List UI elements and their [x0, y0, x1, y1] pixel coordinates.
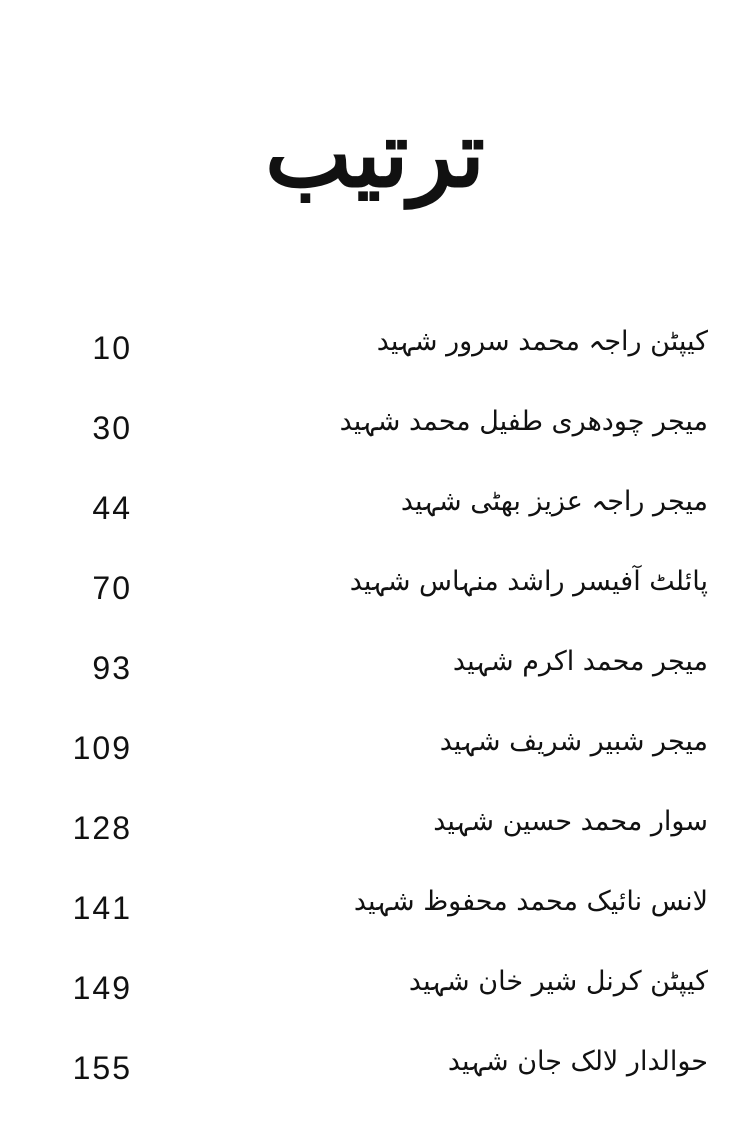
toc-page-number: 128: [72, 810, 132, 846]
toc-page-number: 93: [92, 650, 132, 686]
toc-entry-title: سوار محمد حسین شہید: [433, 806, 708, 837]
toc-entry-title: میجر راجہ عزیز بھٹی شہید: [400, 486, 708, 517]
toc-entry-title: میجر محمد اکرم شہید: [452, 646, 708, 677]
toc-entry: [0, 642, 750, 722]
toc-page-number: 155: [72, 1050, 132, 1086]
toc-entry: [0, 1042, 750, 1122]
toc-entry: [0, 402, 750, 482]
toc-entry: [0, 722, 750, 802]
toc-entry: [0, 482, 750, 562]
toc-entry: [0, 962, 750, 1042]
toc-entry-title: کیپٹن کرنل شیر خان شہید: [408, 966, 708, 997]
page-title: ترتیب: [264, 100, 486, 208]
toc-entry: [0, 882, 750, 962]
toc-entry-title: حوالدار لالک جان شہید: [447, 1046, 708, 1077]
toc-page-number: 70: [92, 570, 132, 606]
table-of-contents: [0, 322, 750, 1122]
toc-page-number: 149: [72, 970, 132, 1006]
toc-page-number: 109: [72, 730, 132, 766]
toc-entry-title: کیپٹن راجہ محمد سرور شہید: [376, 326, 708, 357]
toc-entry-title: لانس نائیک محمد محفوظ شہید: [353, 886, 708, 917]
toc-page-number: 44: [92, 490, 132, 526]
toc-entry: [0, 322, 750, 402]
toc-entry: [0, 802, 750, 882]
toc-entry-title: میجر چودھری طفیل محمد شہید: [339, 406, 708, 437]
toc-entry-title: میجر شبیر شریف شہید: [439, 726, 708, 757]
toc-page-number: 141: [72, 890, 132, 926]
toc-page-number: 30: [92, 410, 132, 446]
toc-entry-title: پائلٹ آفیسر راشد منہاس شہید: [349, 566, 708, 597]
toc-page-number: 10: [92, 330, 132, 366]
toc-entry: [0, 562, 750, 642]
